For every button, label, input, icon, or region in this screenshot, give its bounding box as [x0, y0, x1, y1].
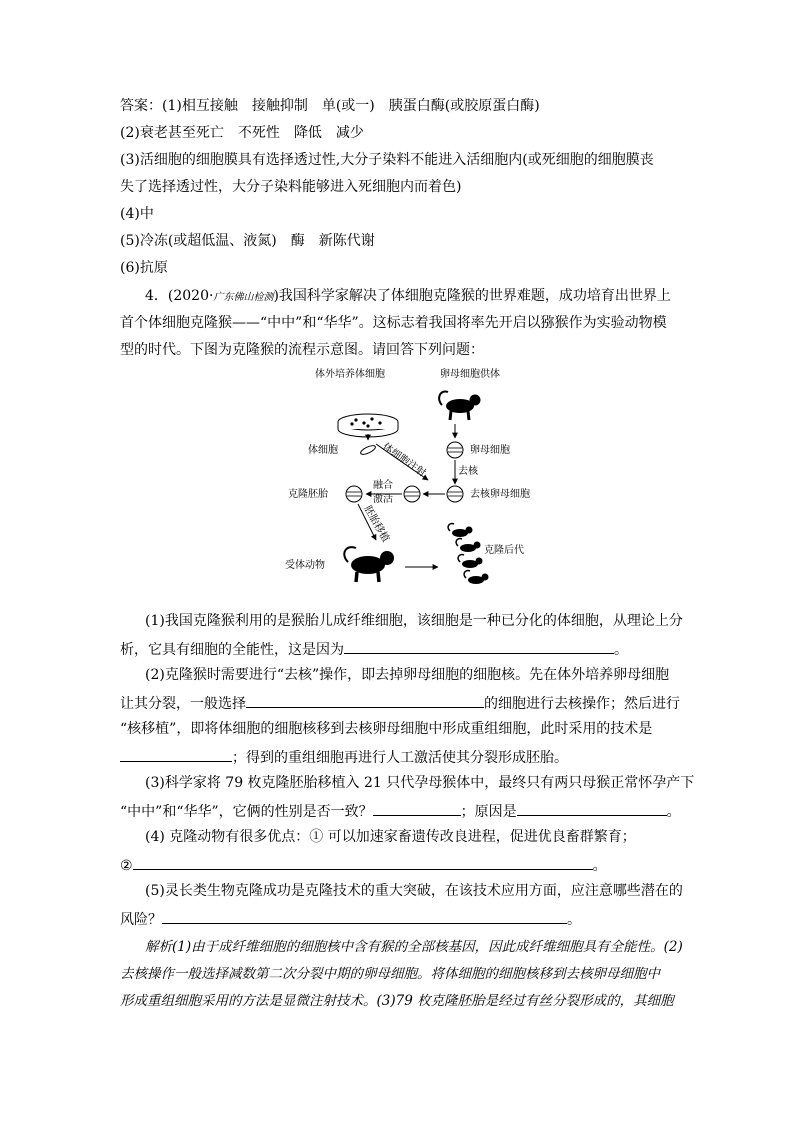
- fuse-label: 融合: [373, 480, 393, 491]
- q3-line-2: “中中”和“华华”，它俩的性别是否一致？ ；原因是 。: [120, 800, 680, 822]
- answer-line-6: (5)冷冻(或超低温、液氮) 酶 新陈代谢: [120, 233, 375, 249]
- enucleated-oocyte-icon: [447, 486, 463, 502]
- answer-line-7: (6)抗原: [120, 260, 168, 276]
- question-source: 广东佛山检测: [213, 292, 274, 303]
- activate-label: 激活: [373, 494, 393, 505]
- analysis-line-1: 解析(1)由于成纤维细胞的细胞核中含有猴的全部核基因，因此成纤维细胞具有全能性。(2): [145, 939, 683, 955]
- enucleate-label: 去核: [458, 466, 478, 477]
- q2-line-3: “核移植”，即将体细胞的细胞核移到去核卵母细胞中形成重组细胞，此时采用的技术是: [120, 721, 653, 737]
- q2-answer-blank-2[interactable]: [120, 746, 232, 762]
- question-number: 4．(2020·: [145, 288, 214, 304]
- injection-label: 体细胞注射: [380, 441, 428, 480]
- cloning-flow-diagram: [270, 362, 590, 600]
- q3-answer-blank-1[interactable]: [373, 800, 461, 816]
- answer-line-5: (4)中: [120, 206, 154, 222]
- monkey-recipient-icon: [344, 547, 394, 582]
- q3-line-1: (3)科学家将 79 枚克隆胚胎移植入 21 只代孕母猴体中，最终只有两只母猴正常怀孕产下: [145, 775, 695, 791]
- q5-line-2: 风险？ 。: [120, 908, 680, 930]
- q2-line-2: 让其分裂，一般选择 的细胞进行去核操作；然后进行: [120, 692, 680, 714]
- donor-label: 卵母细胞供体: [440, 369, 500, 380]
- reconstructed-cell-icon: [404, 486, 420, 502]
- q2-line-1: (2)克隆猴时需要进行“去核”操作，即去掉卵母细胞的细胞核。先在体外培养卵母细胞: [145, 667, 670, 683]
- q4-line-1: (4) 克隆动物有很多优点：① 可以加速家畜遗传改良进程，促进优良畜群繁育；: [145, 829, 636, 845]
- analysis-line-2: 去核操作一般选择减数第二次分裂中期的卵母细胞。将体细胞的细胞核移到去核卵母细胞中: [120, 966, 660, 982]
- monkey-donor-icon: [439, 391, 480, 420]
- culture-label: 体外培养体细胞: [315, 369, 385, 380]
- embryo-label: 克隆胚胎: [288, 489, 328, 500]
- answer-line-1: 答案：(1)相互接触 接触抑制 单(或一) 胰蛋白酶(或胶原蛋白酶): [120, 98, 540, 114]
- answer-line-2: (2)衰老甚至死亡 不死性 降低 减少: [120, 125, 364, 141]
- recipient-label: 受体动物: [285, 560, 325, 571]
- somatic-label: 体细胞: [308, 445, 338, 456]
- transfer-label: 胚胎移植: [361, 504, 391, 545]
- offspring-monkeys-icon: [448, 524, 488, 584]
- q4-answer-blank[interactable]: [133, 854, 593, 870]
- question-intro: )我国科学家解决了体细胞克隆猴的世界难题，成功培育出世界上: [273, 288, 671, 304]
- q5-answer-blank[interactable]: [162, 908, 567, 924]
- analysis-line-3: 形成重组细胞采用的方法是显微注射技术。(3)79 枚克隆胚胎是经过有丝分裂形成的，其细胞: [120, 993, 674, 1009]
- offspring-label: 克隆后代: [484, 545, 524, 556]
- q5-line-1: (5)灵长类生物克隆成功是克隆技术的重大突破，在该技术应用方面，应注意哪些潜在的: [145, 883, 683, 899]
- answer-line-3: (3)活细胞的细胞膜具有选择透过性,大分子染料不能进入活细胞内(或死细胞的细胞膜丧: [120, 152, 654, 168]
- oocyte-label: 卵母细胞: [470, 445, 510, 456]
- question-4-line-2: 首个体细胞克隆猴——“中中”和“华华”。这标志着我国将率先开启以猕猴作为实验动物模: [120, 315, 667, 331]
- question-4-line-1: [145, 286, 705, 308]
- q2-line-4: ；得到的重组细胞再进行人工激活使其分裂形成胚胎。: [120, 746, 680, 768]
- q4-line-2: ② 。: [120, 854, 680, 876]
- petri-dish-icon: [338, 414, 398, 437]
- oocyte-icon: [447, 442, 463, 458]
- enucleated-label: 去核卵母细胞: [470, 489, 530, 500]
- q1-line-2: 析，它具有细胞的全能性，这是因为 。: [120, 638, 680, 660]
- q3-answer-blank-2[interactable]: [517, 800, 667, 816]
- embryo-icon: [346, 486, 362, 502]
- somatic-cell-icon: [359, 444, 376, 456]
- q1-answer-blank[interactable]: [344, 638, 614, 654]
- q2-answer-blank-1[interactable]: [246, 692, 484, 708]
- q1-line-1: (1)我国克隆猴利用的是猴胎儿成纤维细胞，该细胞是一种已分化的体细胞，从理论上分: [145, 613, 683, 629]
- answer-line-4: 失了选择透过性，大分子染料能够进入死细胞内而着色): [120, 179, 462, 195]
- question-4-line-3: 型的时代。下图为克隆猴的流程示意图。请回答下列问题：: [120, 342, 484, 358]
